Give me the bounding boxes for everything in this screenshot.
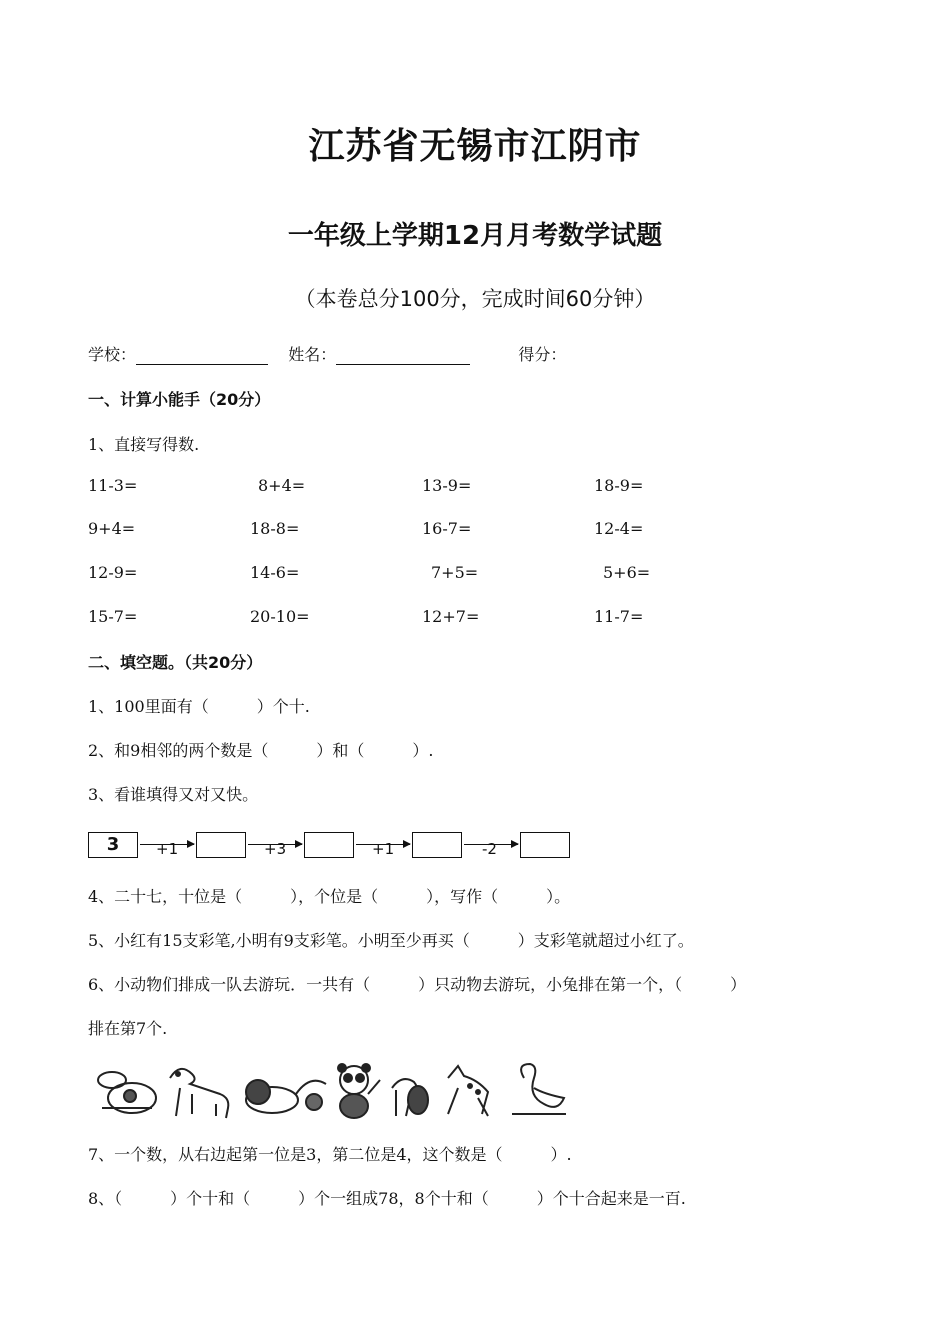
chain-op: +1	[372, 840, 395, 858]
calc-item: 12+7=	[422, 607, 480, 626]
question-1-1: 1、直接写得数.	[88, 435, 200, 454]
calc-item: 7+5=	[431, 563, 479, 582]
arrow-icon	[140, 840, 194, 858]
calc-item: 11-7=	[594, 607, 644, 626]
chain-start-box: 3	[88, 832, 138, 858]
chain-op: -2	[482, 840, 497, 858]
chain-answer-box[interactable]	[520, 832, 570, 858]
question-2-6-line2: 排在第7个.	[88, 1019, 168, 1038]
student-info-row	[88, 342, 566, 365]
calc-item: 11-3=	[88, 476, 138, 495]
calc-item: 12-9=	[88, 563, 138, 582]
question-2-6-line1: 6、小动物们排成一队去游玩．一共有（ ）只动物去游玩，小兔排在第一个，（ ）	[88, 975, 747, 994]
calc-item: 12-4=	[594, 519, 644, 538]
chain-answer-box[interactable]	[196, 832, 246, 858]
deer-icon	[448, 1066, 488, 1116]
name-label: 姓名：	[288, 345, 337, 364]
chain-answer-box[interactable]	[304, 832, 354, 858]
question-2-8: 8、（ ）个十和（ ）个一组成78，8个十和（ ）个十合起来是一百.	[88, 1189, 686, 1208]
calc-item: 18-8=	[250, 519, 300, 538]
calc-item: 8+4=	[258, 476, 306, 495]
calc-item: 13-9=	[422, 476, 472, 495]
question-2-4: 4、二十七，十位是（ ），个位是（ ），写作（ ）。	[88, 887, 571, 906]
question-2-2: 2、和9相邻的两个数是（ ）和（ ）.	[88, 741, 434, 760]
question-2-1: 1、100里面有（ ）个十.	[88, 697, 310, 716]
exam-note: （本卷总分100分，完成时间60分钟）	[294, 287, 656, 311]
goose-icon	[512, 1064, 566, 1114]
question-2-7: 7、一个数，从右边起第一位是3，第二位是4，这个数是（ ）.	[88, 1145, 572, 1164]
score-label: 得分：	[518, 345, 567, 364]
squirrel-icon	[392, 1079, 428, 1116]
name-field[interactable]	[336, 346, 470, 365]
chain-op: +1	[156, 840, 179, 858]
calc-item: 20-10=	[250, 607, 310, 626]
arrow-icon	[464, 840, 518, 858]
section1-heading: 一、计算小能手（20分）	[88, 390, 271, 409]
cat-icon	[246, 1080, 326, 1113]
chain-answer-box[interactable]	[412, 832, 462, 858]
animals-illustration	[92, 1058, 572, 1120]
exam-title: 一年级上学期12月月考数学试题	[287, 221, 663, 251]
calc-item: 15-7=	[88, 607, 138, 626]
page-title: 江苏省无锡市江阴市	[308, 125, 642, 167]
arrow-icon	[248, 840, 302, 858]
panda-icon	[338, 1064, 380, 1118]
school-field[interactable]	[136, 346, 268, 365]
dog-icon	[170, 1069, 228, 1118]
chain-op: +3	[264, 840, 287, 858]
school-label: 学校：	[88, 345, 137, 364]
arrow-icon	[356, 840, 410, 858]
calc-item: 14-6=	[250, 563, 300, 582]
question-2-5: 5、小红有15支彩笔,小明有9支彩笔。小明至少再买（ ）支彩笔就超过小红了。	[88, 931, 694, 950]
question-2-3: 3、看谁填得又对又快。	[88, 785, 259, 804]
calc-item: 9+4=	[88, 519, 136, 538]
rabbit-icon	[98, 1072, 156, 1113]
calc-item: 5+6=	[603, 563, 651, 582]
section2-heading: 二、填空题。（共20分）	[88, 653, 263, 672]
calc-item: 16-7=	[422, 519, 472, 538]
number-chain	[88, 818, 588, 864]
calc-item: 18-9=	[594, 476, 644, 495]
